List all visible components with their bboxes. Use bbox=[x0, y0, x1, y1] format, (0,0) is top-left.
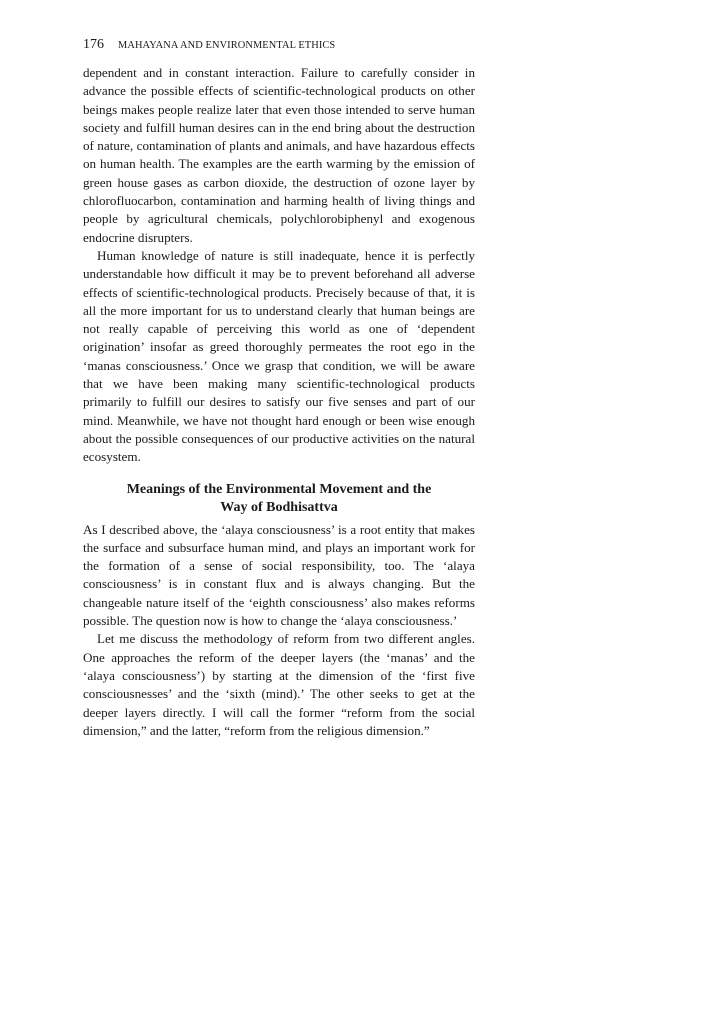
section-heading bbox=[83, 481, 475, 517]
section-heading-line-1: Meanings of the Environmental Movement and the bbox=[126, 481, 432, 497]
section-paragraph-2: Let me discuss the methodology of reform from two different angles. One approaches the reform of the deeper layers (the ‘manas’ and the ‘alaya consciousness’) by starting at the dimension of the ‘first five consciousnesses’ and the ‘sixth (mind).’ The other seeks to get at the deeper layers directly. I will call the former “reform from the social dimension,” and the latter, “reform from the religious dimension.” bbox=[83, 631, 475, 738]
book-page bbox=[83, 36, 475, 740]
body-paragraph-2: Human knowledge of nature is still inadequate, hence it is perfectly understandable how difficult it may be to prevent beforehand all adverse effects of scientific-technological products. Precisely because of that, it is all the more important for us to understand clearly that human beings are not really capable of perceiving this world as one of ‘dependent origination’ insofar as greed thoroughly permeates the root ego in the ‘manas consciousness.’ Once we grasp that condition, we will be aware that we have been making many scientific-technological products primarily to fulfill our desires to satisfy our five senses and part of our mind. Meanwhile, we have not thought hard enough or been wise enough about the possible consequences of our productive activities on the natural ecosystem. bbox=[83, 247, 475, 465]
running-title: MAHAYANA AND ENVIRONMENTAL ETHICS bbox=[118, 40, 336, 51]
body-paragraph-1: dependent and in constant interaction. Failure to carefully consider in advance the possible effects of scientific-technological products on other beings makes people realize later that even those intended to serve human society and fulfill human desires can in the end bring about the destruction of nature, contamination of plants and animals, and have hazardous effects on human health. The examples are the earth warming by the emission of green house gases as carbon dioxide, the destruction of ozone layer by chlorofluocarbon, contamination and harming health of living things and people by agricultural chemicals, polychlorobiphenyl and exogenous endocrine disrupters. bbox=[83, 65, 475, 245]
section-paragraph-1: As I described above, the ‘alaya consciousness’ is a root entity that makes the surface and subsurface human mind, and plays an important work for the formation of a sense of social responsibility, too. The ‘alaya consciousness’ is in constant flux and is always changing. But the changeable nature itself of the ‘eighth consciousness’ also makes reforms possible. The question now is how to change the ‘alaya consciousness.’ bbox=[83, 521, 475, 629]
section-heading-line-2: Way of Bodhisattva bbox=[220, 499, 338, 515]
page-number: 176 bbox=[83, 37, 104, 52]
running-header bbox=[83, 36, 475, 54]
